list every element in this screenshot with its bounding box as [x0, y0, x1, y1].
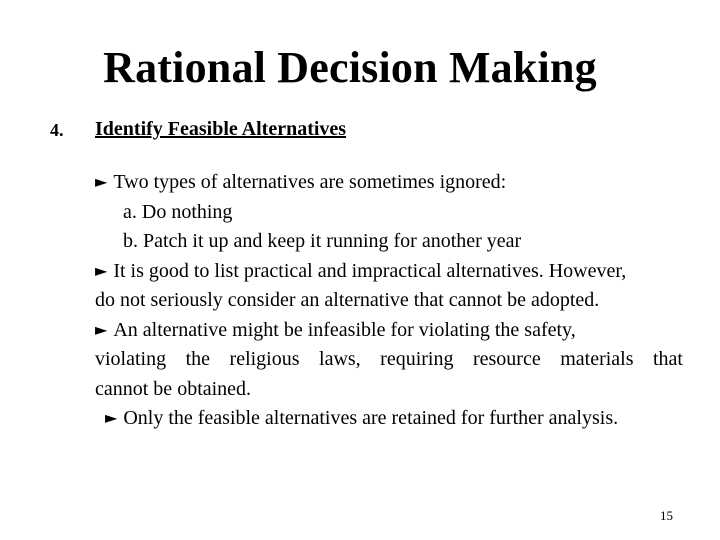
- right-pointer-icon: ►: [95, 319, 108, 339]
- sub-item-b: b. Patch it up and keep it running for another year: [123, 230, 522, 252]
- bullet-2-line-2: do not seriously consider an alternative that cannot be adopted.: [95, 289, 600, 311]
- sub-item-a: a. Do nothing: [123, 200, 233, 223]
- bullet-1-text: Two types of alternatives are sometimes ignored:: [113, 171, 507, 193]
- right-pointer-icon: ►: [95, 172, 108, 191]
- bullet-1: [95, 168, 683, 198]
- right-pointer-icon: ►: [95, 260, 108, 280]
- slide-body: [95, 168, 683, 434]
- slide-title: Rational Decision Making: [103, 43, 597, 92]
- bullet-3: [95, 316, 683, 346]
- bullet-3-line-3: cannot be obtained.: [95, 377, 252, 400]
- bullet-3-line-2: violating the religious laws, requiring resource materials that: [95, 348, 683, 370]
- bullet-4-text: Only the feasible alternatives are retained for further analysis.: [123, 407, 619, 429]
- bullet-2: [95, 257, 683, 287]
- item-number: 4.: [50, 120, 64, 140]
- page-number: 15: [660, 508, 673, 523]
- right-pointer-icon: ►: [105, 408, 118, 427]
- item-heading: Identify Feasible Alternatives: [95, 118, 347, 140]
- bullet-2-line-1: It is good to list practical and impractical alternatives. However,: [113, 259, 627, 282]
- bullet-4: [95, 404, 683, 434]
- bullet-3-line-1: An alternative might be infeasible for violating the safety,: [113, 318, 576, 341]
